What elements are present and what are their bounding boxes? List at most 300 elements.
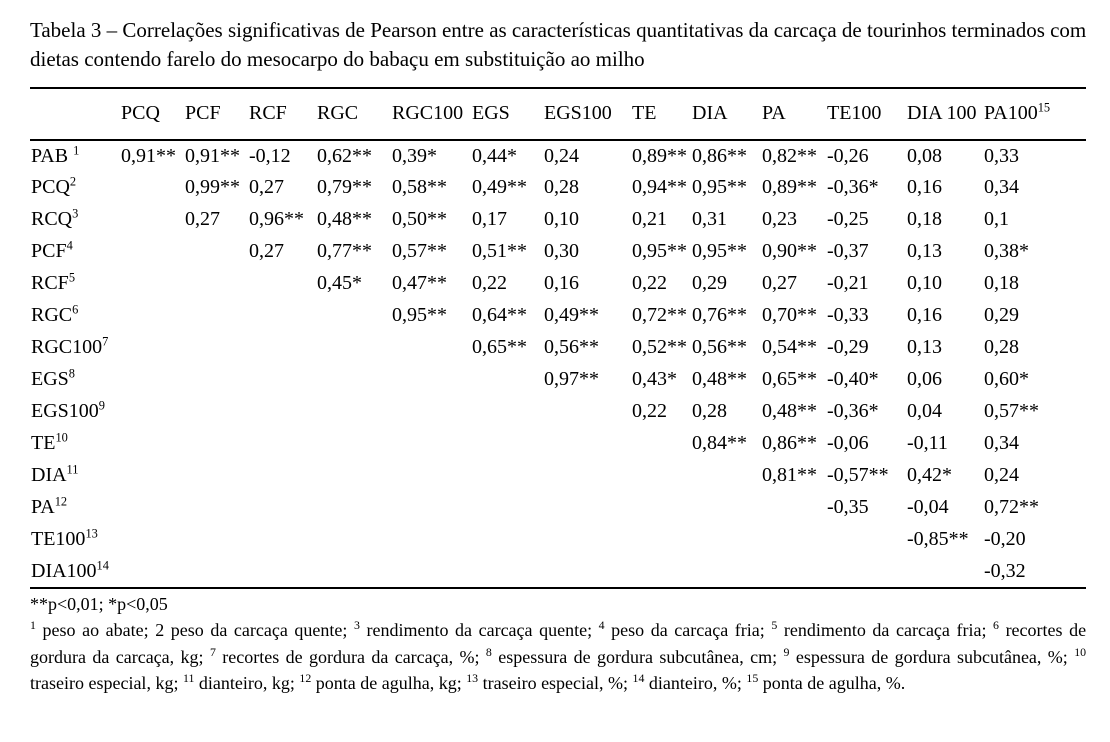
row-header-rcq (30, 204, 120, 236)
correlation-cell: 0,72** (632, 304, 687, 327)
column-header-label: EGS (472, 102, 510, 125)
correlation-cell (631, 460, 691, 492)
correlation-cell (316, 524, 391, 556)
table-row (30, 492, 1086, 524)
correlation-cell (316, 396, 391, 428)
row-header-superscript: 5 (68, 270, 76, 285)
row-header-rgc (30, 300, 120, 332)
correlation-cell: 0,49** (472, 176, 527, 199)
footnotes (30, 617, 1086, 697)
column-header-te100 (826, 88, 906, 140)
correlation-cell: 0,95** (392, 304, 447, 327)
footnote-superscript: 10 (1074, 644, 1087, 659)
column-header-label: DIA (692, 102, 728, 125)
correlation-cell: 0,51** (472, 240, 527, 263)
correlation-cell: 0,27 (249, 240, 284, 263)
correlation-cell: 0,27 (185, 208, 220, 231)
correlation-cell (248, 300, 316, 332)
correlation-cell: 0,48** (692, 368, 747, 391)
correlation-cell: 0,27 (762, 272, 797, 295)
correlation-cell: 0,43* (632, 368, 677, 391)
correlation-cell (631, 492, 691, 524)
correlation-cell: 0,57** (392, 240, 447, 263)
correlation-cell: -0,06 (827, 432, 869, 455)
correlation-cell: 0,34 (984, 176, 1019, 199)
table-row (30, 268, 1086, 300)
correlation-cell (316, 556, 391, 588)
correlation-cell: 0,16 (907, 304, 942, 327)
table-row (30, 140, 1086, 172)
correlation-cell: 0,21 (632, 208, 667, 231)
correlation-cell: 0,94** (632, 176, 687, 199)
correlation-cell: 0,29 (692, 272, 727, 295)
correlation-cell: 0,06 (907, 368, 942, 391)
correlation-cell: 0,22 (632, 400, 667, 423)
correlation-cell (120, 268, 184, 300)
correlation-cell (631, 556, 691, 588)
correlation-cell (120, 364, 184, 396)
correlation-cell (248, 492, 316, 524)
column-header-label: RGC100 (392, 102, 464, 125)
column-header-rcf (248, 88, 316, 140)
correlation-cell: 0,60* (984, 368, 1029, 391)
correlation-cell: 0,56** (692, 336, 747, 359)
table-row (30, 172, 1086, 204)
correlation-cell (120, 236, 184, 268)
footnote-text: 2 peso da carcaça quente; (155, 620, 348, 641)
correlation-cell: 0,72** (984, 496, 1039, 519)
correlation-cell: -0,26 (827, 144, 869, 167)
correlation-cell (248, 396, 316, 428)
correlation-cell: -0,12 (249, 144, 291, 167)
row-header-pab (30, 140, 120, 172)
correlation-cell: 0,17 (472, 208, 507, 231)
correlation-cell: 0,97** (544, 368, 599, 391)
correlation-cell: -0,21 (827, 272, 869, 295)
row-header-dia100 (30, 556, 120, 588)
column-header-label: TE (632, 102, 657, 125)
correlation-cell: 0,79** (317, 176, 372, 199)
column-header-egs100 (543, 88, 631, 140)
column-header-label: PA (762, 102, 786, 125)
row-header-superscript: 11 (66, 462, 79, 477)
correlation-cell (543, 396, 631, 428)
correlation-cell: 0,86** (762, 432, 817, 455)
column-header-rgc100 (391, 88, 471, 140)
correlation-cell: 0,18 (984, 272, 1019, 295)
correlation-cell (631, 428, 691, 460)
correlation-cell (184, 428, 248, 460)
correlation-cell: -0,20 (984, 528, 1026, 551)
row-header-superscript: 14 (96, 558, 109, 573)
correlation-cell: 0,95** (692, 176, 747, 199)
correlation-cell: -0,11 (907, 432, 948, 455)
correlation-cell: 0,49** (544, 304, 599, 327)
correlation-cell (316, 492, 391, 524)
row-header-label: DIA100 (31, 559, 97, 582)
correlation-cell: 0,70** (762, 304, 817, 327)
footnote-text: recortes de gordura da carcaça, %; (222, 646, 480, 667)
row-header-label: PA (31, 496, 55, 519)
row-header-label: RGC (31, 304, 73, 327)
column-header-pcf (184, 88, 248, 140)
correlation-cell (120, 300, 184, 332)
correlation-cell (471, 492, 543, 524)
correlation-cell: -0,85** (907, 528, 969, 551)
footnote-superscript: 4 (598, 618, 605, 633)
correlation-cell: 0,47** (392, 272, 447, 295)
correlation-cell (906, 556, 983, 588)
table-caption: Tabela 3 – Correlações significativas de Pearson entre as características quantitativas da carcaça de tourinhos terminados com dietas contendo farelo do mesocarpo do babaçu em substituição ao milho (30, 18, 1087, 71)
footnote-text: espessura de gordura subcutânea, cm; (498, 646, 778, 667)
row-header-label: PCQ (31, 176, 70, 199)
correlation-cell (391, 396, 471, 428)
correlation-cell: 0,1 (984, 208, 1009, 231)
correlation-cell (248, 332, 316, 364)
correlation-cell: 0,96** (249, 208, 304, 231)
correlation-cell (471, 364, 543, 396)
correlation-cell (316, 364, 391, 396)
row-header-label: TE (31, 432, 56, 455)
correlation-cell: 0,57** (984, 400, 1039, 423)
footnote-superscript: 1 (30, 618, 36, 633)
correlation-cell (826, 556, 906, 588)
correlation-cell: 0,23 (762, 208, 797, 231)
correlation-cell: 0,24 (984, 464, 1019, 487)
footnote-superscript: 5 (771, 618, 778, 633)
correlation-cell: -0,57** (827, 464, 889, 487)
correlation-cell: 0,62** (317, 144, 372, 167)
column-header-pcq (120, 88, 184, 140)
correlation-cell (184, 556, 248, 588)
column-header-label: PCQ (121, 102, 160, 125)
correlation-cell (391, 524, 471, 556)
correlation-cell (691, 460, 761, 492)
footnote-text: dianteiro, kg; (198, 673, 295, 694)
row-header-dia (30, 460, 120, 492)
correlation-cell (120, 172, 184, 204)
correlation-cell: 0,10 (907, 272, 942, 295)
correlation-cell: 0,38* (984, 240, 1029, 263)
row-header-superscript: 13 (85, 526, 98, 541)
row-header-superscript: 2 (69, 174, 77, 189)
correlation-cell (184, 492, 248, 524)
correlation-cell (184, 300, 248, 332)
table-row (30, 556, 1086, 588)
correlation-cell (120, 524, 184, 556)
correlation-cell: 0,76** (692, 304, 747, 327)
correlation-cell (120, 204, 184, 236)
correlation-cell: 0,13 (907, 336, 942, 359)
correlation-cell (543, 428, 631, 460)
correlation-cell (184, 460, 248, 492)
correlation-cell (761, 556, 826, 588)
footnote-text: espessura de gordura subcutânea, %; (795, 646, 1068, 667)
correlation-cell: 0,08 (907, 144, 942, 167)
row-header-superscript: 12 (54, 494, 68, 509)
footnote-superscript: 11 (182, 671, 195, 686)
footnote-text: ponta de agulha, %. (762, 673, 906, 694)
correlation-cell: 0,89** (632, 144, 687, 167)
correlation-cell (248, 364, 316, 396)
correlation-cell (761, 492, 826, 524)
correlation-cell: 0,44* (472, 144, 517, 167)
correlation-cell: 0,24 (544, 144, 579, 167)
correlation-cell (471, 524, 543, 556)
row-header-label: TE100 (31, 528, 86, 551)
correlation-cell: 0,48** (317, 208, 372, 231)
correlation-cell: -0,29 (827, 336, 869, 359)
footnote-superscript: 6 (993, 618, 999, 633)
column-header-label: RCF (249, 102, 287, 125)
correlation-cell (120, 460, 184, 492)
correlation-cell (691, 524, 761, 556)
correlation-cell: 0,10 (544, 208, 579, 231)
correlation-cell (543, 556, 631, 588)
correlation-cell: 0,84** (692, 432, 747, 455)
correlation-cell: 0,28 (984, 336, 1019, 359)
column-header-egs (471, 88, 543, 140)
correlation-cell (471, 428, 543, 460)
column-header-label: PCF (185, 102, 221, 125)
column-header-label: RGC (317, 102, 359, 125)
correlation-cell: -0,25 (827, 208, 869, 231)
column-header-label: TE100 (827, 102, 882, 125)
table-row (30, 396, 1086, 428)
column-header-label: DIA 100 (907, 102, 977, 125)
column-header-pa (761, 88, 826, 140)
correlation-cell: 0,29 (984, 304, 1019, 327)
correlation-cell: 0,28 (544, 176, 579, 199)
row-header-rcf (30, 268, 120, 300)
row-header-rgc100 (30, 332, 120, 364)
correlation-cell: 0,39* (392, 144, 437, 167)
correlation-cell: 0,30 (544, 240, 579, 263)
correlation-cell (631, 524, 691, 556)
footnote-superscript: 8 (485, 644, 492, 659)
correlation-cell: 0,22 (632, 272, 667, 295)
correlation-cell: 0,77** (317, 240, 372, 263)
correlation-cell (471, 556, 543, 588)
correlation-cell: 0,54** (762, 336, 817, 359)
correlation-cell (391, 364, 471, 396)
correlation-cell: 0,95** (632, 240, 687, 263)
row-header-te100 (30, 524, 120, 556)
correlation-cell: 0,18 (907, 208, 942, 231)
correlation-table (30, 87, 1086, 589)
correlation-cell (248, 524, 316, 556)
column-header-dia100 (906, 88, 983, 140)
footnote-superscript: 14 (632, 671, 645, 686)
correlation-cell: -0,36* (827, 400, 879, 423)
footnote-text: rendimento da carcaça quente; (366, 620, 593, 641)
correlation-cell (391, 460, 471, 492)
footnote-superscript: 7 (209, 644, 216, 659)
correlation-cell: -0,35 (827, 496, 869, 519)
correlation-cell (184, 268, 248, 300)
correlation-cell (826, 524, 906, 556)
table-row (30, 460, 1086, 492)
table-row (30, 332, 1086, 364)
table-row (30, 524, 1086, 556)
footnote-superscript: 9 (783, 644, 790, 659)
footnote-text: traseiro especial, kg; (30, 673, 179, 694)
column-header-label: EGS100 (544, 102, 612, 125)
column-header-te (631, 88, 691, 140)
table-row (30, 300, 1086, 332)
table-row (30, 428, 1086, 460)
column-header-pa100 (983, 88, 1086, 140)
correlation-cell: 0,56** (544, 336, 599, 359)
correlation-cell (316, 300, 391, 332)
footnote-text: rendimento da carcaça fria; (783, 620, 987, 641)
correlation-cell (120, 428, 184, 460)
correlation-cell (543, 524, 631, 556)
correlation-cell: 0,99** (185, 176, 240, 199)
correlation-cell (248, 556, 316, 588)
correlation-cell (761, 524, 826, 556)
correlation-cell (391, 428, 471, 460)
significance-note: **p<0,01; *p<0,05 (30, 593, 168, 614)
correlation-cell (691, 492, 761, 524)
correlation-cell: 0,33 (984, 144, 1019, 167)
row-header-superscript: 10 (55, 430, 68, 445)
row-header-label: DIA (31, 464, 67, 487)
correlation-cell (120, 332, 184, 364)
footnote-superscript: 15 (746, 671, 759, 686)
correlation-cell: 0,45* (317, 272, 362, 295)
correlation-cell (471, 460, 543, 492)
correlation-cell: -0,37 (827, 240, 869, 263)
row-header-label: EGS100 (31, 400, 99, 423)
correlation-cell (120, 492, 184, 524)
correlation-cell (184, 364, 248, 396)
footnote-text: traseiro especial, %; (482, 673, 629, 694)
correlation-cell: 0,89** (762, 176, 817, 199)
row-header-superscript: 9 (98, 398, 105, 413)
correlation-cell (184, 524, 248, 556)
footnote-superscript: 12 (299, 671, 312, 686)
footnote-superscript: 13 (466, 671, 479, 686)
correlation-cell: 0,86** (692, 144, 747, 167)
correlation-cell: -0,40* (827, 368, 879, 391)
column-header-rgc (316, 88, 391, 140)
correlation-cell: 0,91** (185, 144, 240, 167)
correlation-cell (471, 396, 543, 428)
row-header-label: PAB (31, 144, 74, 167)
correlation-cell (691, 556, 761, 588)
row-header-label: RCF (31, 272, 69, 295)
correlation-cell: 0,90** (762, 240, 817, 263)
row-header-label: PCF (31, 240, 67, 263)
table-row (30, 236, 1086, 268)
correlation-cell: 0,22 (472, 272, 507, 295)
row-header-egs (30, 364, 120, 396)
correlation-cell (184, 332, 248, 364)
correlation-cell: 0,04 (907, 400, 942, 423)
table-row (30, 204, 1086, 236)
correlation-cell: 0,64** (472, 304, 527, 327)
row-header-label: RCQ (31, 208, 73, 231)
footnote-text: dianteiro, %; (648, 673, 742, 694)
correlation-cell (184, 236, 248, 268)
correlation-cell: 0,42* (907, 464, 952, 487)
correlation-cell (316, 460, 391, 492)
column-header-label: PA100 (984, 102, 1038, 125)
row-header-egs100 (30, 396, 120, 428)
row-header-label: EGS (31, 368, 69, 391)
corner-cell (30, 88, 120, 140)
row-header-superscript: 4 (66, 238, 73, 253)
correlation-cell: 0,65** (472, 336, 527, 359)
correlation-cell (316, 332, 391, 364)
row-header-superscript: 8 (68, 366, 75, 381)
footnote-text: ponta de agulha, kg; (315, 673, 462, 694)
row-header-superscript: 7 (102, 334, 109, 349)
table-row (30, 364, 1086, 396)
row-header-superscript: 3 (72, 206, 79, 221)
row-header-label: RGC100 (31, 336, 103, 359)
correlation-cell (248, 460, 316, 492)
correlation-cell (248, 268, 316, 300)
correlation-cell: -0,04 (907, 496, 949, 519)
correlation-cell (120, 556, 184, 588)
column-header-dia (691, 88, 761, 140)
footnote-superscript: 3 (353, 618, 360, 633)
correlation-cell: 0,58** (392, 176, 447, 199)
row-header-superscript: 6 (72, 302, 79, 317)
correlation-cell (543, 492, 631, 524)
correlation-cell: 0,52** (632, 336, 687, 359)
correlation-cell: -0,36* (827, 176, 879, 199)
correlation-cell: 0,31 (692, 208, 727, 231)
correlation-cell: 0,82** (762, 144, 817, 167)
correlation-cell: 0,50** (392, 208, 447, 231)
correlation-cell (391, 492, 471, 524)
row-header-pcq (30, 172, 120, 204)
correlation-cell: 0,13 (907, 240, 942, 263)
correlation-cell: 0,81** (762, 464, 817, 487)
correlation-cell: 0,95** (692, 240, 747, 263)
correlation-cell (248, 428, 316, 460)
correlation-cell: 0,65** (762, 368, 817, 391)
correlation-cell: 0,16 (544, 272, 579, 295)
row-header-pcf (30, 236, 120, 268)
footnote-text: recortes de gordura da carcaça, kg; (30, 620, 1087, 667)
correlation-cell (316, 428, 391, 460)
column-header-row (30, 88, 1086, 140)
footnote-text: peso ao abate; (42, 620, 149, 641)
column-header-superscript: 15 (1037, 100, 1051, 115)
correlation-cell (391, 332, 471, 364)
row-header-te (30, 428, 120, 460)
correlation-cell (120, 396, 184, 428)
correlation-cell: 0,28 (692, 400, 727, 423)
correlation-cell: -0,33 (827, 304, 869, 327)
correlation-cell: 0,16 (907, 176, 942, 199)
correlation-cell: 0,48** (762, 400, 817, 423)
correlation-cell: -0,32 (983, 556, 1086, 588)
correlation-cell (391, 556, 471, 588)
correlation-cell (184, 396, 248, 428)
correlation-cell: 0,91** (121, 144, 176, 167)
row-header-superscript: 1 (73, 143, 80, 158)
correlation-cell: 0,27 (249, 176, 284, 199)
correlation-cell: 0,34 (984, 432, 1019, 455)
row-header-pa (30, 492, 120, 524)
correlation-cell (543, 460, 631, 492)
footnote-text: peso da carcaça fria; (611, 620, 765, 641)
